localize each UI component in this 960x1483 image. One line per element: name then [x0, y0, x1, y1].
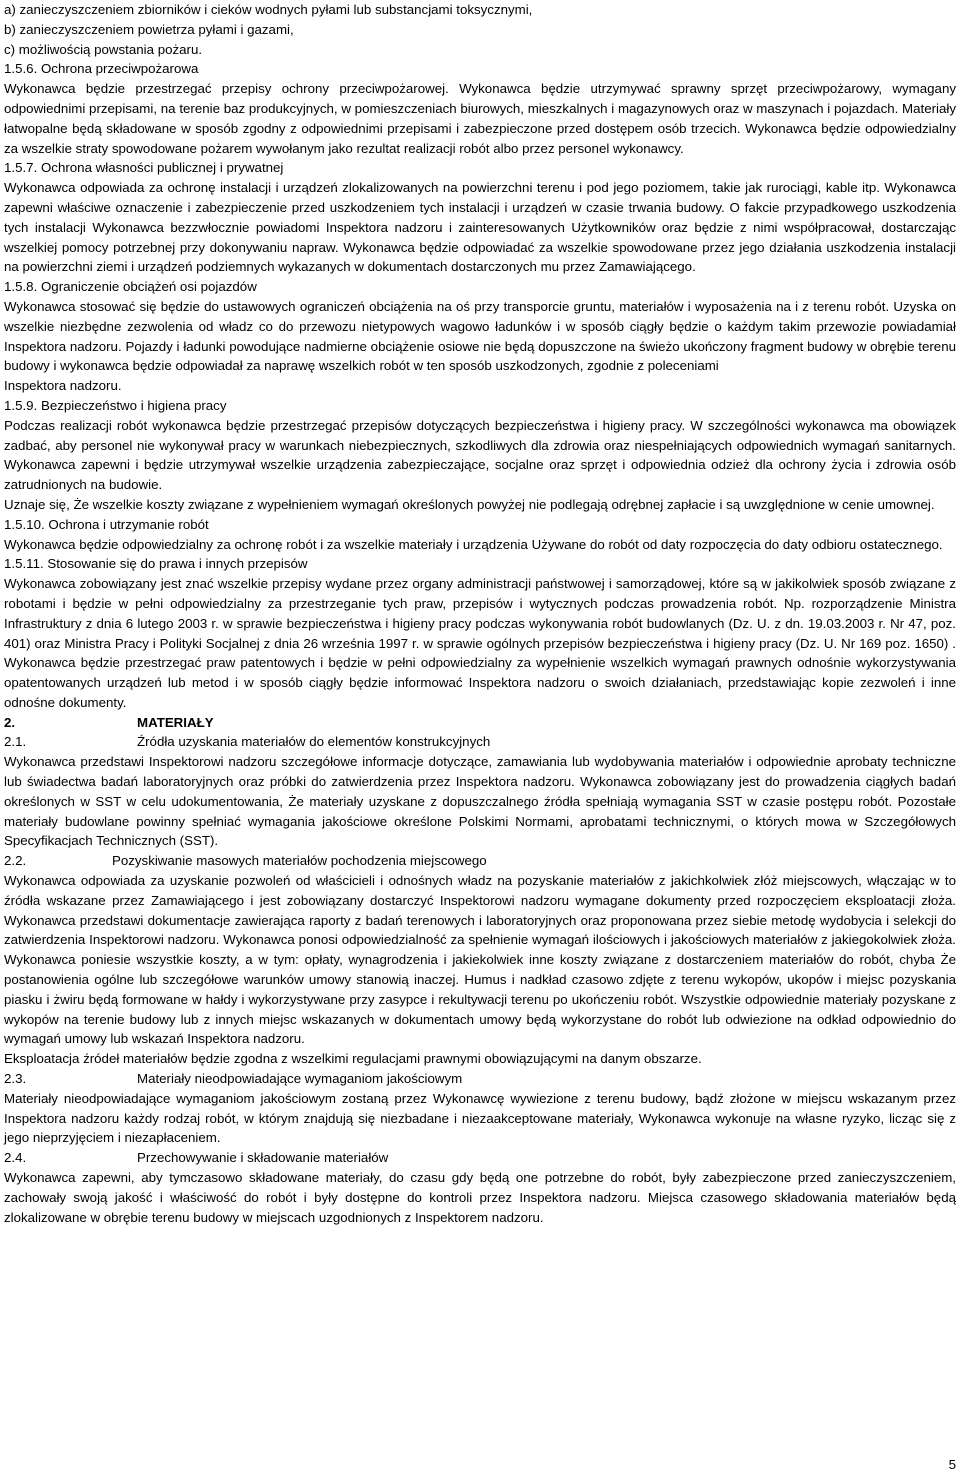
section-title: Materiały nieodpowiadające wymaganiom jakościowym	[137, 1071, 463, 1087]
list-item-a: a) zanieczyszczeniem zbiorników i cieków wodnych pyłami lub substancjami toksycznymi,	[4, 2, 533, 17]
section-heading-1-5-8: 1.5.8. Ograniczenie obciążeń osi pojazdów	[4, 279, 257, 295]
paragraph-storage: Wykonawca zapewni, aby tymczasowo składowane materiały, do czasu gdy będą one potrzebne do robót, były zabezpieczone przed zanieczyszczeniem, zachowały swoją jakość i właściwość do robót i były dostępne do kontroli przez Inspektora nadzoru. Miejsca czasowego składowania materiałów będą zlokalizowane w obrębie terenu budowy w miejscach uzgodnionych z Inspektorem nadzoru.	[4, 1170, 956, 1225]
section-heading-2-1	[4, 732, 956, 752]
section-heading-2-2	[4, 851, 956, 871]
section-number: 2.2.	[4, 853, 27, 869]
section-heading-2-4	[4, 1148, 956, 1168]
list-item-c: c) możliwością powstania pożaru.	[4, 41, 203, 57]
chapter-number: 2.	[4, 714, 16, 730]
section-title: Pozyskiwanie masowych materiałów pochodzenia miejscowego	[112, 853, 487, 869]
section-number: 2.1.	[4, 734, 27, 750]
section-heading-1-5-6: 1.5.6. Ochrona przeciwpożarowa	[4, 61, 199, 77]
paragraph-property-protection: Wykonawca odpowiada za ochronę instalacji i urządzeń zlokalizowanych na powierzchni terenu i pod jego poziomem, takie jak rurociągi, kable itp. Wykonawca zapewni właściwe oznaczenie i zabezpieczenie przed uszkodzeniem tych instalacji i urządzeń w czasie trwania budowy. O fakcie przypadkowego uszkodzenia tych instalacji Wykonawca bezzwłocznie powiadomi Inspektora nadzoru i zainteresowanych Użytkowników oraz będzie z nimi współpracował, dostarczając wszelkiej pomocy potrzebnej przy dokonywaniu napraw. Wykonawca będzie odpowiadać za wszelkie spowodowane przez jego działania uszkodzenia instalacji na powierzchni ziemi i urządzeń podziemnych wykazanych w dokumentach dostarczonych mu przez Zamawiającego.	[4, 180, 956, 275]
paragraph-local-materials: Wykonawca odpowiada za uzyskanie pozwoleń od właścicieli i odnośnych władz na pozyskanie materiałów z jakichkolwiek złóż miejscowych, włączając w to źródła wskazane przez Zamawiającego i jest zobowiązany dostarczyć Inspektorowi nadzoru wymagane dokumenty przed rozpoczęciem eksploatacji złoża. Wykonawca przedstawi dokumentacje zawierająca raporty z badań terenowych i laboratoryjnych oraz proponowana przez siebie metodę wydobycia i selekcji do zatwierdzenia Inspektorowi nadzoru. Wykonawca ponosi odpowiedzialność za spełnienie wymagań ilościowych i jakościowych materiałów z jakiegokolwiek złoża. Wykonawca poniesie wszystkie koszty, a w tym: opłaty, wynagrodzenia i jakiekolwiek inne koszty związane z dostarczeniem materiałów do robót, chyba Że postanowienia ogólne lub szczegółowe warunków umowy stanowią inaczej. Humus i nadkład czasowo zdjęte z terenu wykopów, ukopów i miejsc pozyskania piasku i żwiru będą formowane w hałdy i wykorzystywane przy zasypce i rekultywacji terenu po ukończeniu robót. Wszystkie odpowiednie materiały pozyskane z wykopów na terenie budowy lub z innych miejsc wskazanych w dokumentach umowy będą wykorzystane do robót lub odwiezione na odkład odpowiednio do wymagań umowy lub wskazań Inspektora nadzoru.	[4, 873, 956, 1047]
document-page	[4, 0, 956, 1227]
paragraph-safety: Podczas realizacji robót wykonawca będzie przestrzegać przepisów dotyczących bezpieczeństwa i higieny pracy. W szczególności wykonawca ma obowiązek zadbać, aby personel nie wykonywał pracy w warunkach niebezpiecznych, szkodliwych dla zdrowia oraz niespełniających odpowiednich wymagań sanitarnych. Wykonawca zapewni i będzie utrzymywał wszelkie urządzenia zabezpieczające, socjalne oraz sprzęt i odpowiednia odzież dla ochrony życia i zdrowia osób zatrudnionych na budowie.	[4, 417, 956, 493]
chapter-heading-2	[4, 713, 956, 733]
paragraph-works-protection: Wykonawca będzie odpowiedzialny za ochronę robót i za wszelkie materiały i urządzenia Używane do robót od daty rozpoczęcia do daty odbioru ostatecznego.	[4, 536, 943, 552]
paragraph-fire-protection: Wykonawca będzie przestrzegać przepisy ochrony przeciwpożarowej. Wykonawca będzie utrzymywać sprawny sprzęt przeciwpożarowy, wymagany odpowiednimi przepisami, na terenie baz produkcyjnych, w pomieszczeniach biurowych, mieszkalnych i magazynowych oraz w maszynach i pojazdach. Materiały łatwopalne będą składowane w sposób zgodny z odpowiednimi przepisami i zabezpieczone przed dostępem osób trzecich. Wykonawca będzie odpowiedzialny za wszelkie straty spowodowane pożarem wywołanym jako rezultat realizacji robót albo przez personel wykonawcy.	[4, 81, 956, 156]
section-heading-2-3	[4, 1069, 956, 1089]
paragraph-axle-load: Wykonawca stosować się będzie do ustawowych ograniczeń obciążenia na oś przy transporcie gruntu, materiałów i wyposażenia na i z terenu robót. Uzyska on wszelkie niezbędne zezwolenia od władz co do przewozu nietypowych wagowo ładunków i w sposób ciągły będzie o każdym takim przewozie powiadamiał Inspektora nadzoru. Pojazdy i ładunki powodujące nadmierne obciążenie osiowe nie będą dopuszczone na świeżo ukończony fragment budowy w obrębie terenu budowy i wykonawca będzie odpowiadał za naprawę wszelkich robót w ten sposób uszkodzonych, zgodnie z poleceniami	[4, 298, 956, 374]
paragraph-materials-sources: Wykonawca przedstawi Inspektorowi nadzoru szczegółowe informacje dotyczące, zamawiania lub wydobywania materiałów i odpowiednie aprobaty techniczne lub świadectwa badań laboratoryjnych oraz próbki do zatwierdzenia przez Inspektora nadzoru. Wykonawca zobowiązany jest do prowadzenia ciągłych badań określonych w SST w celu udokumentowania, Że materiały uzyskane z dopuszczalnego źródła spełniają wymagania SST w czasie postępu robót. Pozostałe materiały budowlane powinny spełniać wymagania jakościowe określone Polskimi Normami, aprobatami technicznymi, o których mowa w Szczegółowych Specyfikacjach Technicznych (SST).	[4, 754, 956, 849]
paragraph-axle-load-end: Inspektora nadzoru.	[4, 378, 122, 394]
chapter-title: MATERIAŁY	[137, 714, 214, 730]
paragraph-safety-costs: Uznaje się, Że wszelkie koszty związane z wypełnieniem wymagań określonych powyżej nie podlegają odrębnej zapłacie i są uwzględnione w cenie umownej.	[4, 496, 935, 512]
paragraph-exploitation: Eksploatacja źródeł materiałów będzie zgodna z wszelkimi regulacjami prawnymi obowiązującymi na danym obszarze.	[4, 1051, 702, 1067]
section-title: Przechowywanie i składowanie materiałów	[137, 1150, 389, 1166]
section-heading-1-5-9: 1.5.9. Bezpieczeństwo i higiena pracy	[4, 397, 227, 413]
section-title: Źródła uzyskania materiałów do elementów konstrukcyjnych	[137, 734, 491, 750]
paragraph-nonconforming-materials: Materiały nieodpowiadające wymaganiom jakościowym zostaną przez Wykonawcę wywiezione z terenu budowy, bądź złożone w miejscu wskazanym przez Inspektora nadzoru każdy rodzaj robót, w którym znajdują się niezbadane i niezaakceptowane materiały, Wykonawca wykonuje na własne ryzyko, licząc się z jego nieprzyjęciem i niezapłaceniem.	[4, 1090, 956, 1146]
list-item-b: b) zanieczyszczeniem powietrza pyłami i gazami,	[4, 21, 294, 37]
section-number: 2.3.	[4, 1071, 27, 1087]
page-number: 5	[948, 1457, 956, 1473]
section-heading-1-5-11: 1.5.11. Stosowanie się do prawa i innych przepisów	[4, 556, 308, 572]
section-heading-1-5-7: 1.5.7. Ochrona własności publicznej i prywatnej	[4, 160, 284, 176]
section-heading-1-5-10: 1.5.10. Ochrona i utrzymanie robót	[4, 516, 209, 532]
paragraph-law-compliance: Wykonawca zobowiązany jest znać wszelkie przepisy wydane przez organy administracji państwowej i samorządowej, które są w jakikolwiek sposób związane z robotami i będzie w pełni odpowiedzialny za przestrzeganie tych praw, przepisów i wytycznych podczas prowadzenia robót. Np. rozporządzenie Ministra Infrastruktury z dnia 6 lutego 2003 r. w sprawie bezpieczeństwa i higieny pracy podczas wykonywania robót budowlanych (Dz. U. z dn. 19.03.2003 r. Nr 47, poz. 401) oraz Ministra Pracy i Polityki Socjalnej z dnia 26 września 1997 r. w sprawie ogólnych przepisów bezpieczeństwa i higieny pracy (Dz. U. Nr 169 poz. 1650) . Wykonawca będzie przestrzegać praw patentowych i będzie w pełni odpowiedzialny za wypełnienie wszelkich wymagań prawnych odnośnie wykorzystywania opatentowanych urządzeń lub metod i w sposób ciągły będzie informować Inspektora nadzoru o swoich działaniach, przedstawiając kopie zezwoleń i inne odnośne dokumenty.	[4, 576, 956, 710]
section-number: 2.4.	[4, 1150, 27, 1166]
